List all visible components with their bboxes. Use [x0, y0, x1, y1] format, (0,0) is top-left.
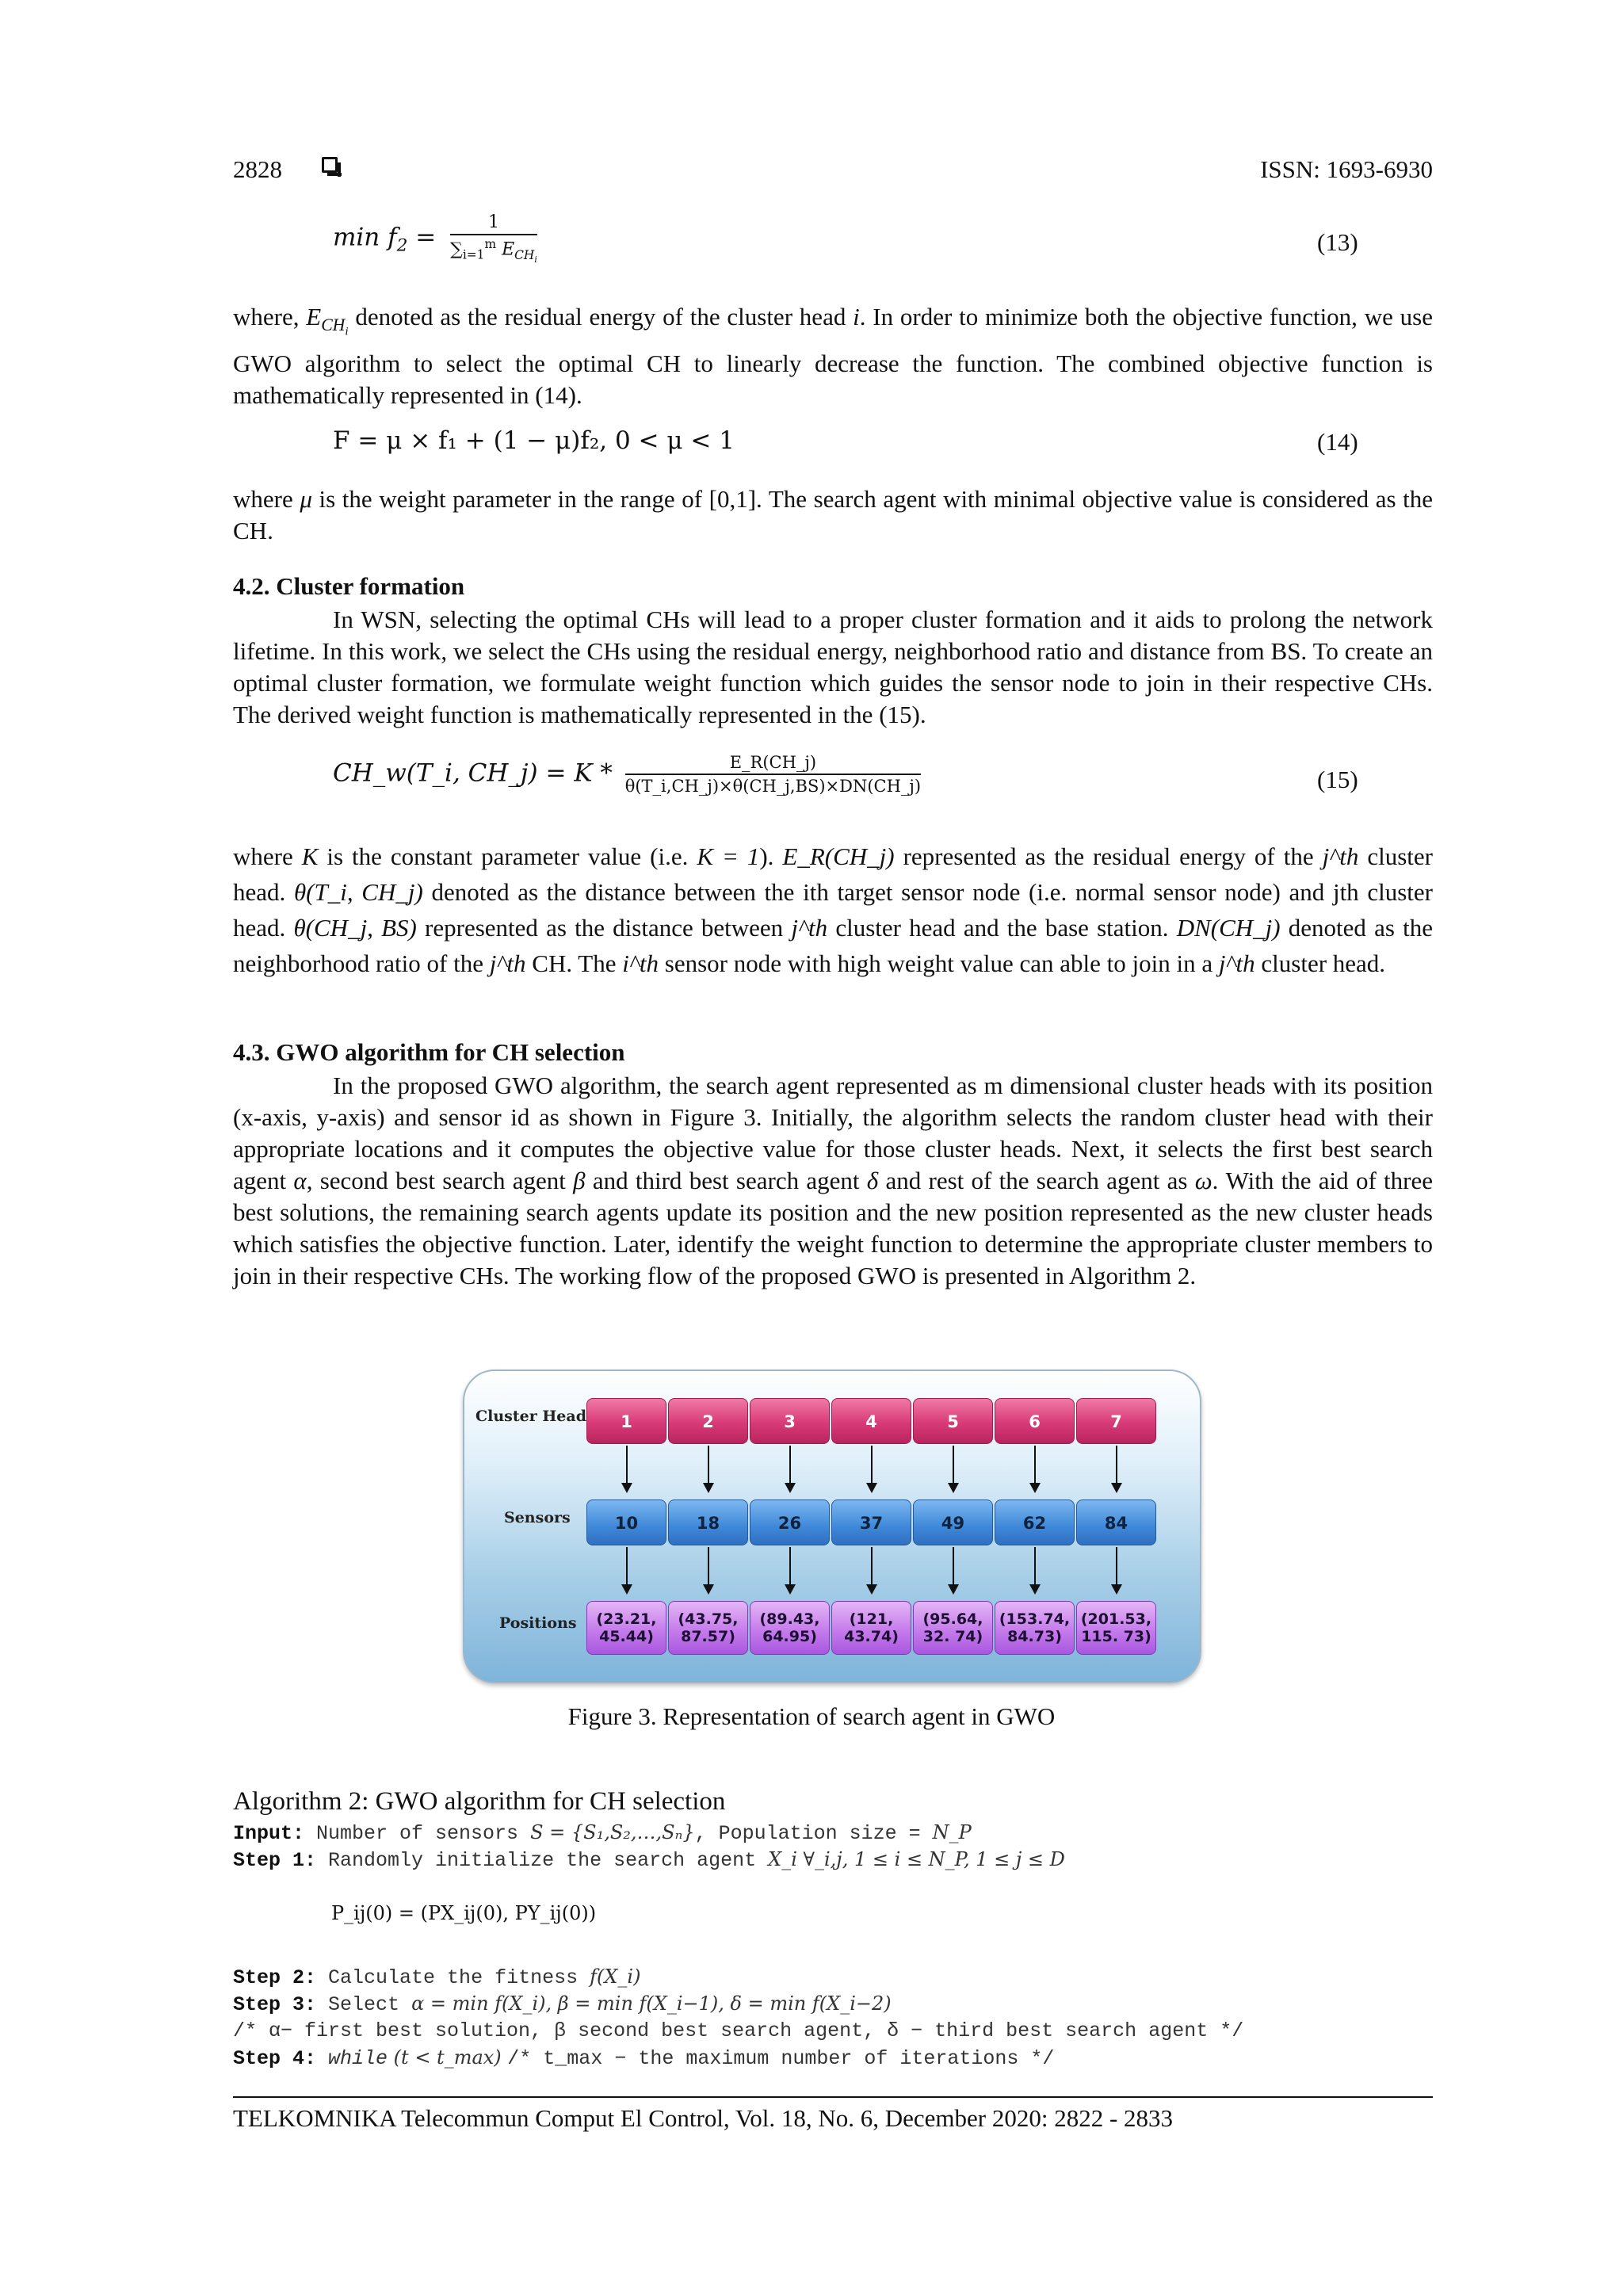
down-arrow-icon — [1116, 1547, 1117, 1591]
algorithm-position-equation: P_ij(0) = (PX_ij(0), PY_ij(0)) — [331, 1902, 597, 1924]
eq13-denominator: $\sum_{i=1}^m$ $E_{CH_i}$ — [450, 237, 537, 265]
algorithm-title: Algorithm 2: GWO algorithm for CH selection — [233, 1787, 726, 1816]
algorithm-step-2: Step 2: Calculate the fitness f(X_i) — [233, 1966, 641, 1989]
down-arrow-icon — [626, 1446, 628, 1490]
down-arrow-icon — [626, 1547, 628, 1591]
position-box: (23.21, 45.44) — [586, 1601, 666, 1655]
sensor-box: 62 — [995, 1499, 1075, 1545]
footer-rule — [233, 2096, 1433, 2098]
sensor-box: 37 — [831, 1499, 911, 1545]
sensor-box: 84 — [1076, 1499, 1156, 1545]
paragraph-1: where, $E_{CH_i}$ denoted as the residual energy of the cluster head i. In order to minimize both the objective function, we use GWO algorithm to select the optimal CH to linearly decrease the function. The combined objective function is mathematically represented in (14). — [233, 303, 1433, 409]
paragraph-2: where μ is the weight parameter in the range of [0,1]. The search agent with minimal objective value is considered as the CH. — [233, 485, 1433, 544]
eq13-numerator: 1 — [450, 212, 537, 235]
down-arrow-icon — [1034, 1446, 1036, 1490]
paragraph-5: In the proposed GWO algorithm, the search agent represented as m dimensional cluster heads with its position (x-axis, y-axis) and sensor id as shown in Figure 3. Initially, the algorithm selects the random cluster head with their appropriate locations and it computes the objective value for those cluster heads. Next, it selects the first best search agent α, second best search agent β and third best search agent δ and rest of the search agent as ω. With the aid of three best solutions, the remaining search agents update its position and the new position represented as the new cluster heads which satisfies the objective function. Later, identify the weight function to determine the appropriate cluster members to join in their respective CHs. The working flow of the proposed GWO is presented in Algorithm 2. — [233, 1072, 1433, 1289]
equation-15-number: (15) — [1317, 766, 1358, 793]
sensor-box: 18 — [668, 1499, 748, 1545]
section-heading-4-2: 4.2. Cluster formation — [233, 572, 465, 600]
sensor-box: 26 — [750, 1499, 830, 1545]
position-box: (89.43, 64.95) — [750, 1601, 830, 1655]
cluster-head-box: 2 — [668, 1398, 748, 1444]
row-label-cluster-head: Cluster Head — [475, 1408, 586, 1425]
algorithm-comment: /* α− first best solution, β second best search agent, δ − third best search agent */ — [233, 2019, 1244, 2042]
algorithm-step-3: Step 3: Select α = min f(X_i), β = min f(X_i−1), δ = min f(X_i−2) — [233, 1992, 892, 2016]
cluster-head-box: 3 — [750, 1398, 830, 1444]
down-arrow-icon — [708, 1547, 709, 1591]
down-arrow-icon — [1034, 1547, 1036, 1591]
position-box: (95.64, 32. 74) — [913, 1601, 993, 1655]
equation-14-number: (14) — [1317, 428, 1358, 456]
position-box: (121, 43.74) — [831, 1601, 911, 1655]
page-number: 2828 — [233, 155, 282, 183]
page-header — [233, 155, 1433, 195]
cluster-head-box: 4 — [831, 1398, 911, 1444]
equation-15: CH_w(T_i, CH_j) = K * $\frac{E\_R(CH\_j)}{\theta(T\_i,CH\_j)\times\theta(CH\_j,BS)\times DN(CH\_j)}$ — [333, 753, 922, 796]
down-arrow-icon — [789, 1446, 791, 1490]
sensor-box: 49 — [913, 1499, 993, 1545]
eq15-numerator: E_R(CH_j) — [625, 753, 921, 775]
square-bullet-icon — [322, 157, 338, 173]
paragraph-4: where K is the constant parameter value (i.e. K = 1). E_R(CH_j) represented as the residual energy of the j^th cluster head. θ(T_i, CH_j) denoted as the distance between the ith target sensor node (i.e. normal sensor node) and jth cluster head. θ(CH_j, BS) represented as the distance between j^th cluster head and the base station. DN(CH_j) denoted as the neighborhood ratio of the j^th CH. The i^th sensor node with high weight value can able to join in a j^th cluster head. — [233, 842, 1433, 977]
cluster-head-box: 5 — [913, 1398, 993, 1444]
position-box: (153.74, 84.73) — [995, 1601, 1075, 1655]
issn: ISSN: 1693-6930 — [1260, 155, 1433, 183]
cluster-head-box: 1 — [586, 1398, 666, 1444]
algorithm-input-line: Input: Number of sensors S = {S₁,S₂,…,Sₙ}, Population size = N_P — [233, 1821, 972, 1845]
algorithm-step-4: Step 4: while (t < t_max) /* t_max − the maximum number of iterations */ — [233, 2046, 1055, 2070]
paragraph-3: In WSN, selecting the optimal CHs will lead to a proper cluster formation and it aids to prolong the network lifetime. In this work, we select the CHs using the residual energy, neighborhood ratio and distance from BS. To create an optimal cluster formation, we formulate weight function which guides the sensor node to join in their respective CHs. The derived weight function is mathematically represented in the (15). — [233, 606, 1433, 728]
down-arrow-icon — [871, 1547, 873, 1591]
down-arrow-icon — [789, 1547, 791, 1591]
down-arrow-icon — [708, 1446, 709, 1490]
section-heading-4-3: 4.3. GWO algorithm for CH selection — [233, 1038, 625, 1066]
page-footer: TELKOMNIKA Telecommun Comput El Control, Vol. 18, No. 6, December 2020: 2822 - 2833 — [233, 2104, 1174, 2132]
down-arrow-icon — [953, 1446, 954, 1490]
cluster-head-box: 6 — [995, 1398, 1075, 1444]
algorithm-step-1: Step 1: Randomly initialize the search agent X_i ∀_i,j, 1 ≤ i ≤ N_P, 1 ≤ j ≤ D — [233, 1848, 1065, 1872]
row-label-positions: Positions — [499, 1614, 577, 1632]
eq15-denominator: θ(T_i,CH_j)×θ(CH_j,BS)×DN(CH_j) — [624, 777, 922, 796]
sensor-box: 10 — [586, 1499, 666, 1545]
equation-13: $\min f_2$ = $\frac{1}{\sum_{i=1}^m E_{CH_i}}$ — [333, 212, 537, 265]
down-arrow-icon — [1116, 1446, 1117, 1490]
figure-3-diagram — [463, 1370, 1201, 1683]
position-box: (43.75, 87.57) — [668, 1601, 748, 1655]
equation-14: F = μ × f₁ + (1 − μ)f₂, 0 < μ < 1 — [333, 426, 735, 455]
equation-13-number: (13) — [1317, 228, 1358, 256]
down-arrow-icon — [953, 1547, 954, 1591]
row-label-sensors: Sensors — [504, 1509, 571, 1526]
position-box: (201.53, 115. 73) — [1076, 1601, 1156, 1655]
figure-3-caption: Figure 3. Representation of search agent in GWO — [567, 1702, 1056, 1730]
down-arrow-icon — [871, 1446, 873, 1490]
cluster-head-box: 7 — [1076, 1398, 1156, 1444]
